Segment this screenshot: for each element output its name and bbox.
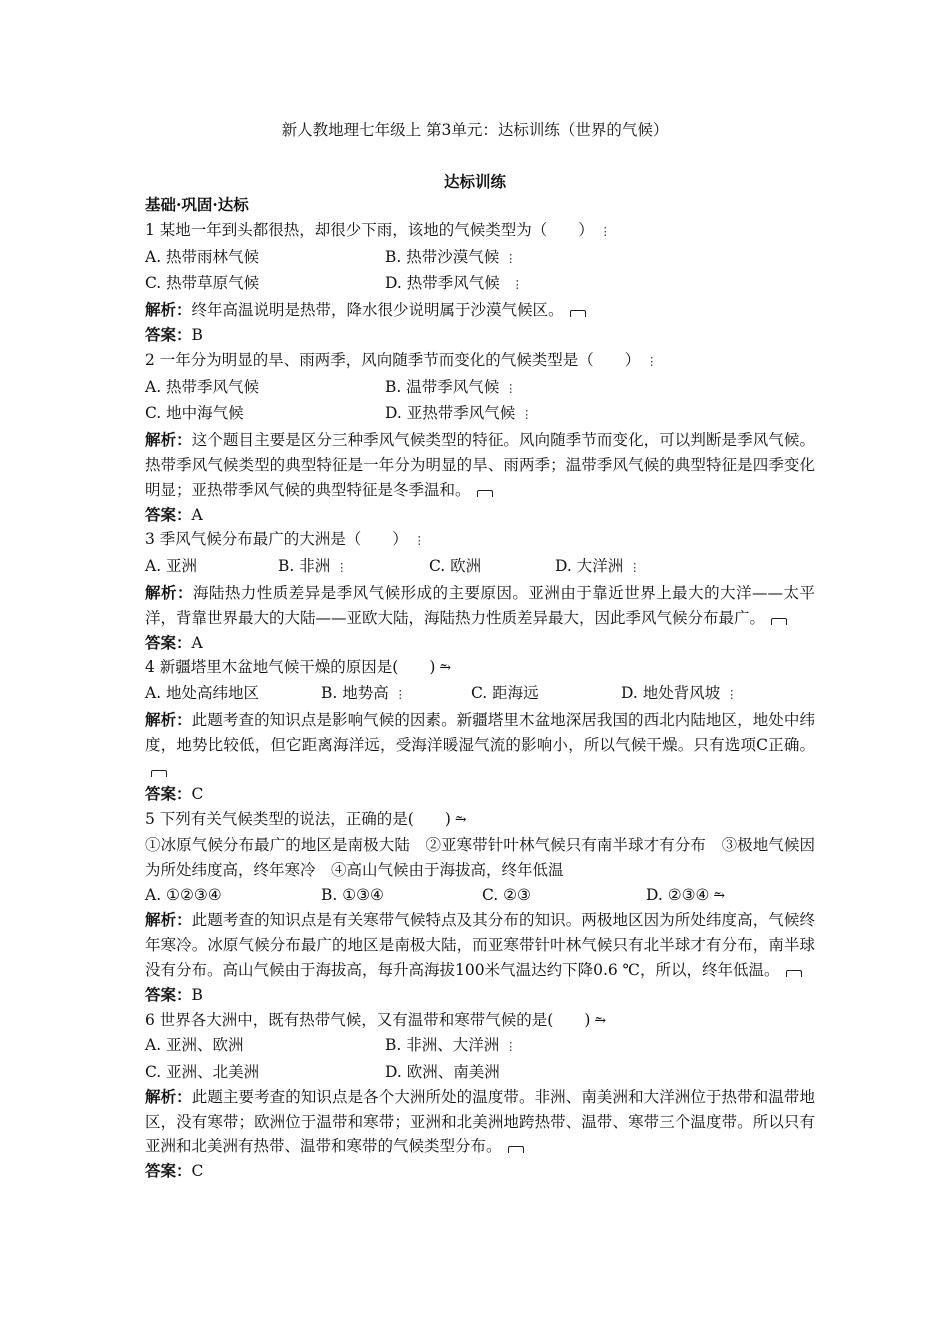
- section-title: 达标训练: [443, 172, 506, 191]
- option-c: C. 欧洲: [429, 557, 482, 576]
- hook-mark-icon: [771, 618, 787, 625]
- hook-mark-icon: [508, 1146, 524, 1153]
- dots-mark-icon: ⋮: [599, 224, 611, 238]
- question-6-stem: 6 世界各大洲中，既有热带气候，又有温带和寒带气候的是( ) ⥲: [145, 1008, 815, 1034]
- question-5-answer: 答案：B: [145, 984, 203, 1004]
- option-b: B. 地势高 ⋮: [321, 681, 471, 708]
- question-3-answer: 答案：A: [145, 632, 203, 652]
- dots-mark-icon: ⋮: [505, 1040, 517, 1054]
- question-6-analysis: 解析：此题主要考查的知识点是各个大洲所处的温度带。非洲、南美洲和大洋洲位于热带和温带地区，没有寒带；欧洲位于温带和寒带；亚洲和北美洲地跨热带、温带、寒带三个温度带。所以只有亚洲和北美洲有热带、温带和寒带的气候类型分布。: [145, 1086, 815, 1156]
- option-b: B. 非洲 ⋮: [278, 554, 429, 581]
- option-a: A. 亚洲: [145, 557, 198, 576]
- dots-mark-icon: ⋮: [511, 278, 523, 292]
- option-b: B. 温带季风气候 ⋮: [385, 375, 516, 402]
- option-b: B. 非洲、大洋洲 ⋮: [385, 1033, 516, 1060]
- question-3-options: [145, 554, 815, 581]
- dots-mark-icon: ⋮: [505, 381, 517, 395]
- question-1-answer: 答案：B: [145, 324, 203, 344]
- curl-mark-icon: ⥲: [594, 1012, 607, 1029]
- question-4-answer: 答案：C: [145, 784, 204, 804]
- hook-mark-icon: [570, 310, 586, 317]
- question-2-stem: 2 一年分为明显的旱、雨两季，风向随季节而变化的气候类型是（ ） ⋮: [145, 348, 815, 375]
- question-4-stem: 4 新疆塔里木盆地气候干燥的原因是( ) ⥲: [145, 655, 815, 681]
- question-1-stem: 1 某地一年到头都很热，却很少下雨，该地的气候类型为（ ） ⋮: [145, 218, 815, 245]
- option-c: C. 距海远: [471, 684, 539, 703]
- question-2-options-row-1: [145, 375, 815, 402]
- hook-mark-icon: [151, 770, 167, 777]
- question-5-statements: ①冰原气候分布最广的地区是南极大陆 ②亚寒带针叶林气候只有南半球才有分布 ③极地气候因为所处纬度高，终年寒冷 ④高山气候由于海拔高，终年低温: [145, 835, 815, 879]
- dots-mark-icon: ⋮: [726, 688, 738, 702]
- option-d: D. 地处背风坡 ⋮: [621, 681, 737, 708]
- dots-mark-icon: ⋮: [505, 251, 517, 265]
- option-d: D. 亚热带季风气候 ⋮: [385, 401, 532, 428]
- option-b: B. 热带沙漠气候 ⋮: [385, 245, 516, 272]
- option-c: C. 亚洲、北美洲: [145, 1063, 260, 1082]
- document-title: 新人教地理七年级上 第3单元：达标训练（世界的气候）: [281, 121, 669, 139]
- option-a: A. 热带雨林气候: [145, 247, 260, 266]
- option-d: D. ②③④ ⥲: [646, 883, 725, 909]
- curl-mark-icon: ⥲: [439, 660, 452, 677]
- option-a: A. 热带季风气候: [145, 377, 260, 396]
- option-a: A. 亚洲、欧洲: [145, 1036, 244, 1055]
- question-6-answer: 答案：C: [145, 1161, 204, 1181]
- question-6-options-row-1: [145, 1033, 815, 1060]
- question-5-stem: 5 下列有关气候类型的说法，正确的是( ) ⥲: [145, 807, 815, 833]
- question-6-options-row-2: [145, 1060, 815, 1085]
- dots-mark-icon: ⋮: [336, 561, 348, 575]
- hook-mark-icon: [477, 490, 493, 497]
- content-body: [145, 193, 815, 1184]
- option-d: D. 大洋洲 ⋮: [555, 554, 640, 581]
- curl-mark-icon: ⥲: [713, 887, 726, 904]
- option-a: A. ①②③④: [145, 885, 222, 904]
- question-4-analysis: 解析：此题考查的知识点是影响气候的因素。新疆塔里木盆地深居我国的西北内陆地区，地处中纬度，地势比较低，但它距离海洋远，受海洋暖湿气流的影响小，所以气候干燥。只有选项C正确。: [145, 708, 815, 782]
- question-3-stem: 3 季风气候分布最广的大洲是（ ） ⋮: [145, 527, 815, 554]
- question-4-options: [145, 681, 815, 708]
- question-2-analysis: 解析：这个题目主要是区分三种季风气候类型的特征。风向随季节而变化，可以判断是季风气候。热带季风气候类型的典型特征是一年分为明显的旱、雨两季；温带季风气候的典型特征是四季变化明显；亚热带季风气候的典型特征是冬季温和。: [145, 430, 815, 499]
- hook-mark-icon: [786, 970, 802, 977]
- question-5-analysis: 解析：此题考查的知识点是有关寒带气候特点及其分布的知识。两极地区因为所处纬度高，气候终年寒冷。冰原气候分布最广的地区是南极大陆，而亚寒带针叶林气候只有北半球才有分布，南半球没有分布。高山气候由于海拔高，每升高海拔100米气温达约下降0.6 ℃，所以，终年低温。: [145, 910, 815, 979]
- dots-mark-icon: ⋮: [646, 354, 658, 368]
- option-d: D. 热带季风气候 ⋮: [385, 271, 523, 298]
- question-2-options-row-2: [145, 401, 815, 428]
- dots-mark-icon: ⋮: [521, 408, 533, 422]
- question-5-options: [145, 883, 815, 909]
- option-c: C. 地中海气候: [145, 404, 244, 423]
- question-1-options-row-2: [145, 271, 815, 298]
- option-b: B. ①③④: [321, 885, 384, 904]
- question-1-options-row-1: [145, 245, 815, 272]
- option-d: D. 欧洲、南美洲: [385, 1063, 500, 1082]
- curl-mark-icon: ⥲: [454, 812, 467, 829]
- option-c: C. 热带草原气候: [145, 274, 260, 293]
- option-a: A. 地处高纬地区: [145, 684, 260, 703]
- question-3-analysis: 解析：海陆热力性质差异是季风气候形成的主要原因。亚洲由于靠近世界上最大的大洋——太平洋，背靠世界最大的大陆——亚欧大陆，海陆热力性质差异最大，因此季风气候分布最广。: [145, 582, 815, 627]
- question-1-analysis: 解析：终年高温说明是热带，降水很少说明属于沙漠气候区。: [145, 298, 815, 323]
- option-c: C. ②③: [482, 885, 531, 904]
- question-2-answer: 答案：A: [145, 504, 203, 524]
- sub-heading: 基础·巩固·达标: [145, 195, 249, 214]
- dots-mark-icon: ⋮: [413, 534, 425, 548]
- dots-mark-icon: ⋮: [394, 688, 406, 702]
- dots-mark-icon: ⋮: [629, 561, 641, 575]
